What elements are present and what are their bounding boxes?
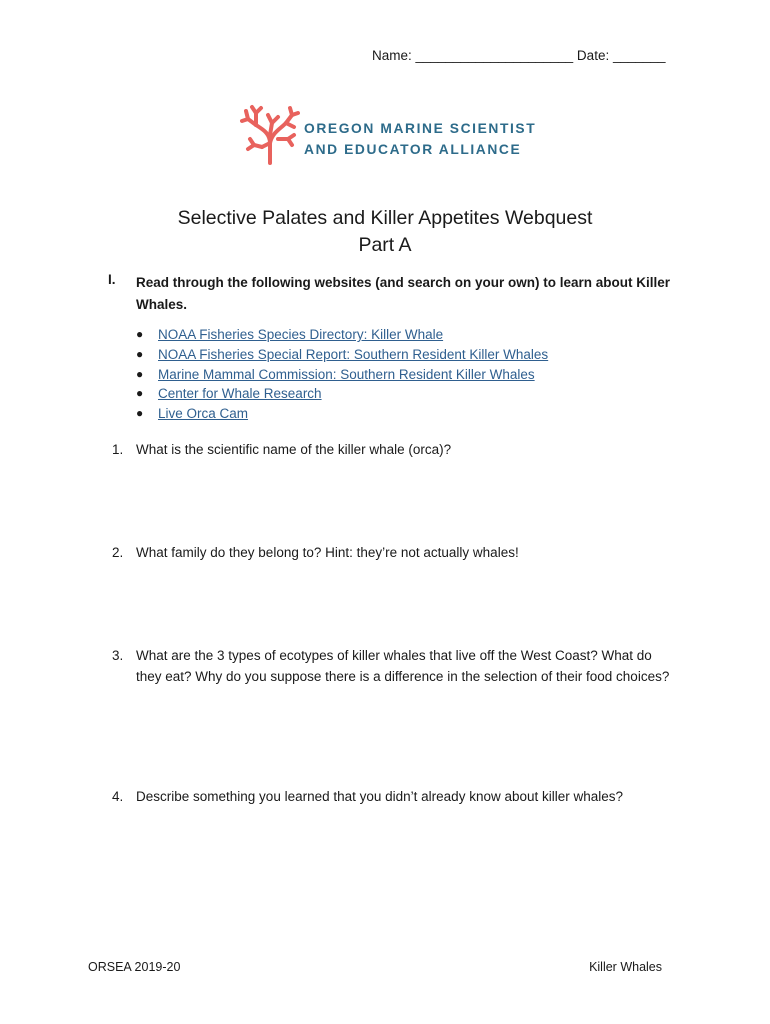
list-item <box>136 325 548 345</box>
question-text: What are the 3 types of ecotypes of killer whales that live off the West Coast? What do they eat? Why do you suppose there is a difference in the selection of their food choices? <box>136 648 670 684</box>
link-noaa-special-report[interactable]: NOAA Fisheries Special Report: Southern Resident Killer Whales <box>158 346 549 362</box>
question-text: What family do they belong to? Hint: they’re not actually whales! <box>136 545 519 560</box>
footer-left: ORSEA 2019-20 <box>88 960 181 974</box>
link-center-for-whale-research[interactable]: Center for Whale Research <box>158 386 322 402</box>
question-number: 2. <box>112 545 124 560</box>
question-number: 1. <box>112 442 124 457</box>
link-live-orca-cam[interactable]: Live Orca Cam <box>158 406 249 422</box>
bullet-icon: ● <box>136 327 144 341</box>
question-text: Describe something you learned that you didn’t already know about killer whales? <box>136 789 624 804</box>
coral-icon <box>236 103 300 165</box>
page-title <box>0 205 770 259</box>
list-item <box>136 404 548 424</box>
logo-line-1: OREGON MARINE SCIENTIST <box>304 121 537 136</box>
section-instructions: Read through the following websites (and search on your own) to learn about Killer Whales. <box>136 275 671 312</box>
bullet-icon: ● <box>136 406 144 421</box>
list-item <box>136 384 548 404</box>
section-number: I. <box>108 272 116 287</box>
logo-wordmark <box>304 118 536 160</box>
list-item <box>136 345 548 365</box>
question-text: What is the scientific name of the killer whale (orca)? <box>136 442 452 457</box>
question-number: 4. <box>112 789 124 804</box>
footer-right: Killer Whales <box>589 960 662 974</box>
bullet-icon: ● <box>136 346 144 361</box>
logo-line-2: AND EDUCATOR ALLIANCE <box>304 142 522 157</box>
question-number: 3. <box>112 648 124 663</box>
link-marine-mammal-commission[interactable]: Marine Mammal Commission: Southern Resident Killer Whales <box>158 366 535 382</box>
bullet-icon: ● <box>136 386 144 401</box>
name-date-line: Name: _____________________ Date: _______ <box>372 48 666 63</box>
resource-link-list <box>136 325 548 424</box>
bullet-icon: ● <box>136 366 144 381</box>
title-line-2: Part A <box>358 234 412 256</box>
title-line-1: Selective Palates and Killer Appetites Webquest <box>177 207 593 229</box>
list-item <box>136 365 548 385</box>
orsea-logo <box>236 103 546 165</box>
link-noaa-species-directory[interactable]: NOAA Fisheries Species Directory: Killer Whale <box>158 327 444 342</box>
